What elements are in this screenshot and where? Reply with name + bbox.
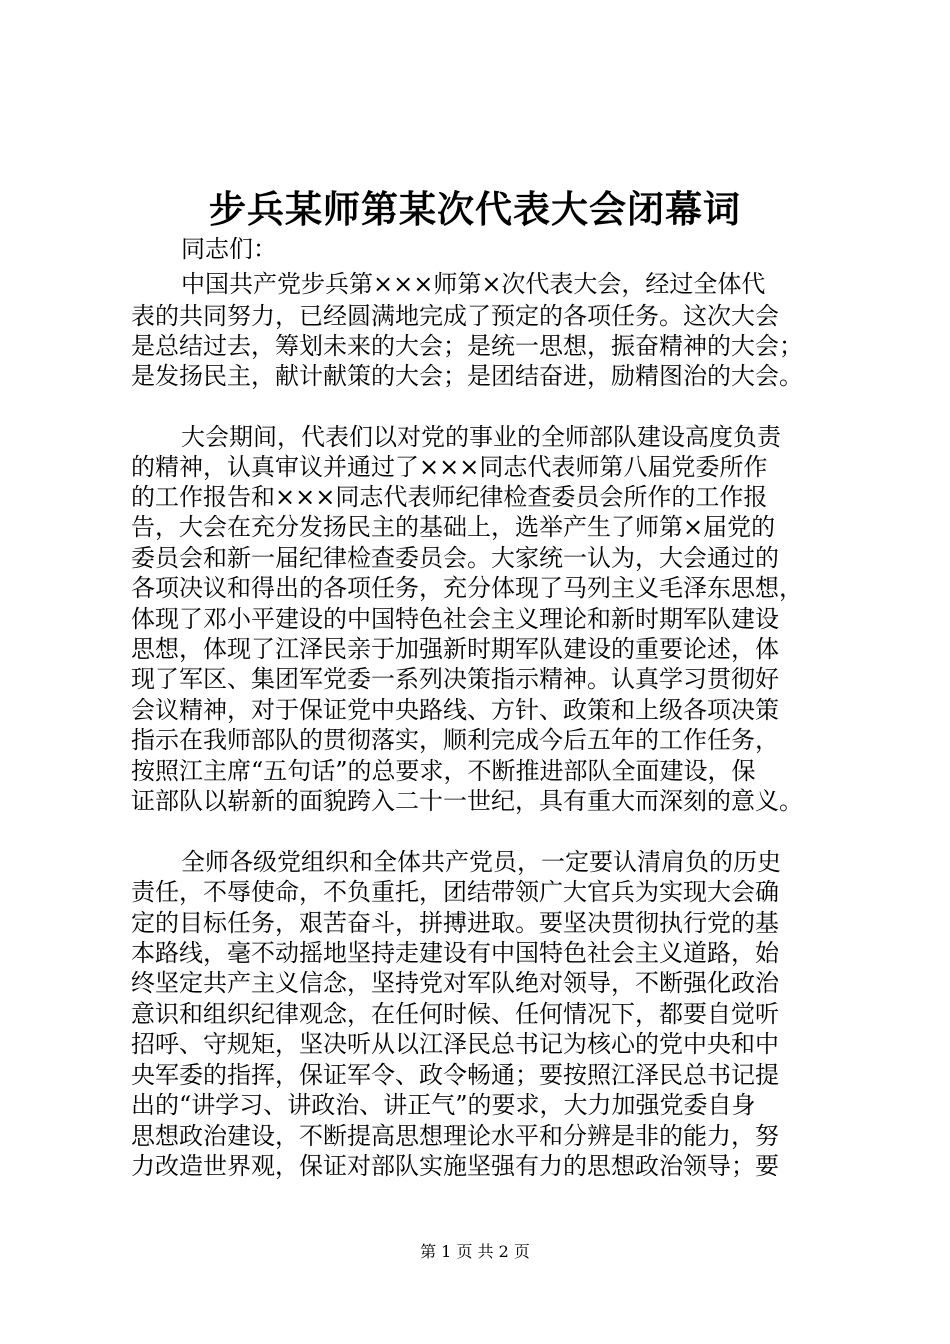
- paragraph-line: 出的“讲学习、讲政治、讲正气”的要求，大力加强党委自身: [131, 1091, 756, 1119]
- paragraph-line: 终坚定共产主义信念，坚持党对军队绝对领导，不断强化政治: [131, 969, 779, 997]
- paragraph-line: 是发扬民主，献计献策的大会；是团结奋进，励精图治的大会。: [131, 362, 803, 390]
- paragraph-line: 央军委的指挥，保证军令、政令畅通；要按照江泽民总书记提: [131, 1061, 779, 1089]
- document-title: 步兵某师第某次代表大会闭幕词: [209, 187, 741, 231]
- paragraph-line: 指示在我师部队的贯彻落实，顺利完成今后五年的工作任务，: [131, 726, 779, 754]
- paragraph-line: 按照江主席“五句话”的总要求，不断推进部队全面建设，保: [131, 757, 756, 785]
- paragraph-line: 体现了邓小平建设的中国特色社会主义理论和新时期军队建设: [131, 605, 779, 633]
- paragraph-line: 中国共产党步兵第×××师第×次代表大会，经过全体代: [181, 270, 766, 298]
- paragraph-line: 大会期间，代表们以对党的事业的全师部队建设高度负责: [181, 423, 781, 451]
- paragraph-line: 力改造世界观，保证对部队实施坚强有力的思想政治领导；要: [131, 1152, 779, 1180]
- page-number: 第 1 页 共 2 页: [420, 1242, 530, 1261]
- paragraph-line: 定的目标任务，艰苦奋斗，拼搏进取。要坚决贯彻执行党的基: [131, 909, 779, 937]
- paragraph-line: 思想，体现了江泽民亲于加强新时期军队建设的重要论述，体: [131, 635, 779, 663]
- paragraph-line: 全师各级党组织和全体共产党员，一定要认清肩负的历史: [181, 848, 781, 876]
- paragraph-line: 现了军区、集团军党委一系列决策指示精神。认真学习贯彻好: [131, 665, 779, 693]
- salutation: 同志们：: [181, 235, 277, 263]
- paragraph-line: 招呼、守规矩，坚决听从以江泽民总书记为核心的党中央和中: [131, 1030, 779, 1058]
- paragraph-line: 意识和组织纪律观念，在任何时候、任何情况下，都要自觉听: [131, 1000, 779, 1028]
- paragraph-line: 告，大会在充分发扬民主的基础上，选举产生了师第×届党的: [131, 513, 776, 541]
- paragraph-line: 思想政治建设，不断提高思想理论水平和分辨是非的能力，努: [131, 1122, 779, 1150]
- paragraph-line: 会议精神，对于保证党中央路线、方针、政策和上级各项决策: [131, 696, 779, 724]
- paragraph-line: 责任，不辱使命，不负重托，团结带领广大官兵为实现大会确: [131, 878, 779, 906]
- paragraph-line: 各项决议和得出的各项任务，充分体现了马列主义毛泽东思想，: [131, 574, 803, 602]
- paragraph-line: 本路线，毫不动摇地坚持走建设有中国特色社会主义道路，始: [131, 939, 779, 967]
- paragraph-line: 表的共同努力，已经圆满地完成了预定的各项任务。这次大会: [131, 302, 779, 330]
- paragraph-line: 是总结过去，筹划未来的大会；是统一思想，振奋精神的大会；: [131, 332, 803, 360]
- paragraph-line: 的工作报告和×××同志代表师纪律检查委员会所作的工作报: [131, 483, 768, 511]
- paragraph-line: 委员会和新一届纪律检查委员会。大家统一认为，大会通过的: [131, 544, 779, 572]
- paragraph-line: 的精神，认真审议并通过了×××同志代表师第八届党委所作: [131, 453, 768, 481]
- paragraph-line: 证部队以崭新的面貌跨入二十一世纪，具有重大而深刻的意义。: [131, 787, 803, 815]
